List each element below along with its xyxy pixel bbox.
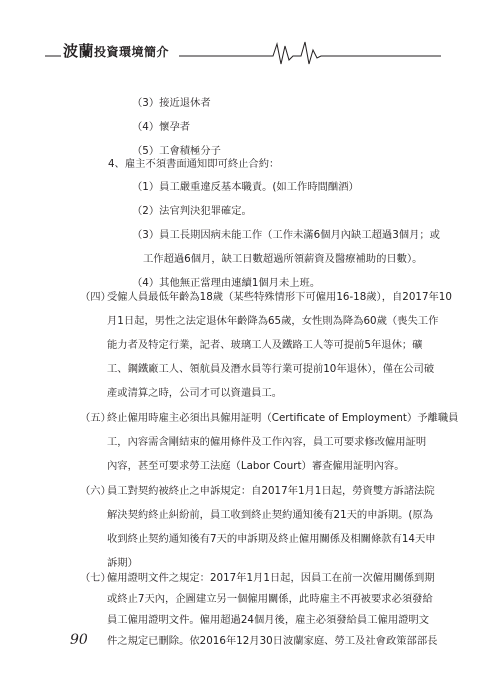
section-heading: 4、雇主不須書面通知即可終止合約： [108, 158, 280, 170]
paragraph-line: 訴期） [107, 557, 138, 569]
list-item-continuation: 工作超過6個月，缺工日數超過所領薪資及醫療補助的日數）。 [143, 253, 423, 265]
paragraph-line: 能力者及特定行業，記者、玻璃工人及鐵路工人等可提前5年退休；礦 [107, 339, 423, 351]
list-item: （3）接近退休者 [132, 97, 211, 109]
paragraph-line: 產或清算之時，公司才可以資遣員工。 [107, 387, 283, 399]
paragraph-line: 僱用證明文件之規定：2017年1月1日起，因員工在前一次僱用關係到期 [107, 572, 435, 584]
paragraph-number: （七） [80, 572, 111, 584]
running-header [45, 36, 441, 66]
list-item: （1）員工嚴重違反基本職責。(如工作時間酗酒） [132, 181, 359, 193]
list-item: （4）懷孕者 [132, 121, 191, 133]
paragraph-number: （五） [80, 412, 111, 424]
paragraph-line: 工、鋼鐵廠工人、領航員及潛水員等行業可提前10年退休），僅在公司破 [107, 363, 435, 375]
list-item: （3）員工長期因病未能工作（工作未滿6個月內缺工超過3個月；或 [132, 229, 440, 241]
paragraph-line: 工，內容需含剛結束的僱用條件及工作內容，員工可要求修改僱用証明 [107, 436, 427, 448]
paragraph-line: 收到終止契約通知後有7天的申訴期及終止僱用關係及相關條款有14天申 [107, 533, 436, 545]
header-title-big: 波蘭 [63, 42, 95, 60]
paragraph-line: 員工僱用證明文件。僱用超過24個月後，雇主必須發給員工僱用證明文 [107, 614, 430, 626]
list-item: （4）其他無正當理由連續1個月未上班。 [132, 277, 321, 289]
paragraph-line: 受僱人員最低年齡為18歲（某些特殊情形下可僱用16-18歲），自2017年10 [107, 291, 452, 303]
paragraph-line: 員工對契約被終止之申訴規定：自2017年1月1日起，勞資雙方訴諸法院 [107, 485, 435, 497]
paragraph-number: （六） [80, 485, 111, 497]
header-title-rest: 投資環境簡介 [94, 45, 170, 59]
paragraph-line: 解決契約終止糾紛前，員工收到終止契約通知後有21天的申訴期。(原為 [107, 509, 434, 521]
paragraph-line: 內容，甚至可要求勞工法庭（Labor Court）審查僱用証明內容。 [107, 460, 405, 472]
paragraph-number: （四） [80, 291, 111, 303]
paragraph-line: 或終止7天內，企圖建立另一個僱用關係，此時雇主不再被要求必須發給 [107, 593, 433, 605]
paragraph-line: 件之規定已刪除。依2016年12月30日波蘭家庭、勞工及社會政策部部長 [107, 635, 438, 647]
paragraph-line: 終止僱用時雇主必須出具僱用証明（Certificate of Employment）予離職員 [107, 412, 459, 424]
list-item: （5）工會積極分子 [132, 145, 221, 157]
header-title [63, 40, 169, 61]
paragraph-line: 月1日起，男性之法定退休年齡降為65歲，女性則為降為60歲（喪失工作 [107, 315, 439, 327]
page-number: 90 [70, 632, 88, 648]
list-item: （2）法官判決犯罪確定。 [132, 205, 252, 217]
